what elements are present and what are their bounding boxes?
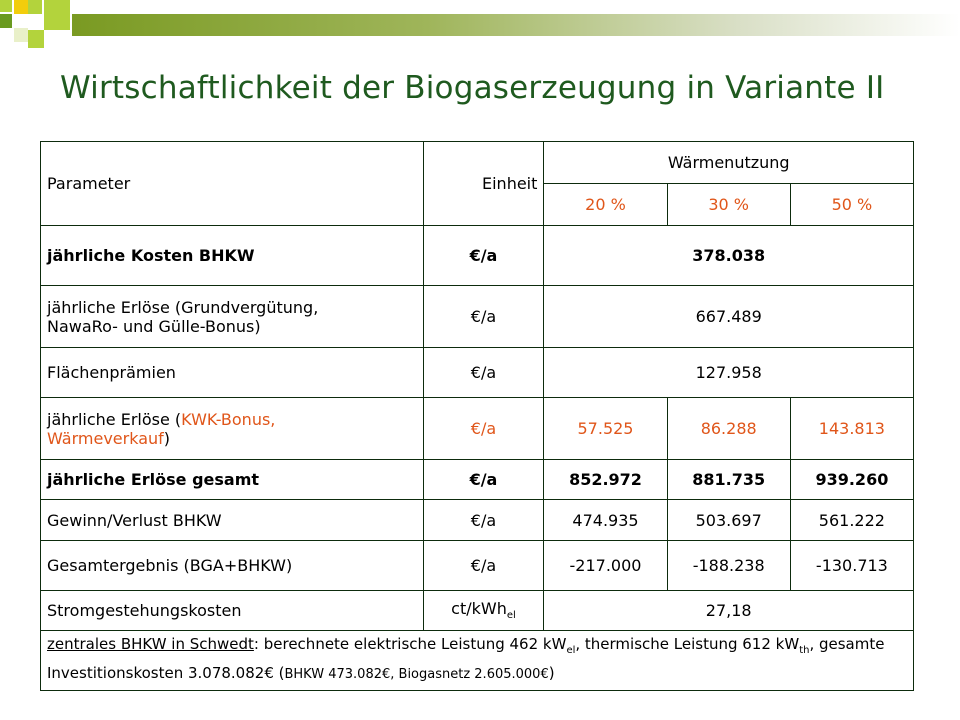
row-unit: €/a xyxy=(423,500,544,541)
header-gradient-bar xyxy=(72,14,960,36)
decor-square xyxy=(44,0,70,30)
row-value: 667.489 xyxy=(544,286,914,348)
row-value-20: -217.000 xyxy=(544,541,667,591)
decor-square xyxy=(28,0,42,14)
note-link: zentrales BHKW in Schwedt xyxy=(47,635,254,653)
row-value: 127.958 xyxy=(544,348,914,398)
row-value-20: 57.525 xyxy=(544,398,667,460)
table-row xyxy=(41,348,914,398)
row-label-suffix: ) xyxy=(163,428,171,448)
table-row xyxy=(41,226,914,286)
row-label: Flächenprämien xyxy=(41,348,424,398)
row-label-kwk: KWK-Bonus, xyxy=(181,409,276,429)
header-col-20: 20 % xyxy=(544,184,667,226)
table-row xyxy=(41,591,914,631)
row-unit: €/a xyxy=(423,398,544,460)
decor-square xyxy=(0,14,12,28)
header-col-50: 50 % xyxy=(790,184,913,226)
row-value-50: 143.813 xyxy=(790,398,913,460)
note-small: BHKW 473.082€, Biogasnetz 2.605.000€ xyxy=(284,667,549,682)
row-unit-sub: el xyxy=(506,610,516,622)
row-value: 378.038 xyxy=(544,226,914,286)
row-unit xyxy=(423,591,544,631)
note-sub-2: th xyxy=(799,645,810,656)
row-value-30: 86.288 xyxy=(667,398,790,460)
note-text-4: ) xyxy=(548,664,555,682)
note-text-3: , gesamte Investitionskosten 3.078.082€ ( xyxy=(47,635,885,682)
decor-square xyxy=(14,0,28,14)
table-row xyxy=(41,398,914,460)
decor-square xyxy=(14,28,28,42)
note-sub-1: el xyxy=(566,645,576,656)
decor-square xyxy=(28,30,44,48)
row-unit: €/a xyxy=(423,460,544,500)
row-value-50: -130.713 xyxy=(790,541,913,591)
row-label-line1: jährliche Erlöse (Grundvergütung, xyxy=(47,297,319,317)
table-note xyxy=(41,631,914,691)
row-label: Stromgestehungskosten xyxy=(41,591,424,631)
table-header-row xyxy=(41,142,914,184)
row-value: 27,18 xyxy=(544,591,914,631)
header-heat-usage: Wärmenutzung xyxy=(544,142,914,184)
row-label: jährliche Kosten BHKW xyxy=(41,226,424,286)
row-label-heat-sale: Wärmeverkauf xyxy=(47,428,164,448)
header-unit: Einheit xyxy=(423,142,544,226)
row-unit: €/a xyxy=(423,286,544,348)
row-label-line2: NawaRo- und Gülle-Bonus) xyxy=(47,316,261,336)
decor-square xyxy=(0,0,12,12)
slide-title: Wirtschaftlichkeit der Biogaserzeugung in Variante II xyxy=(60,70,885,106)
table-row xyxy=(41,460,914,500)
row-value-30: 881.735 xyxy=(667,460,790,500)
note-text-2: , thermische Leistung 612 kW xyxy=(575,635,800,653)
row-unit: €/a xyxy=(423,541,544,591)
table-row xyxy=(41,286,914,348)
table-row xyxy=(41,500,914,541)
row-value-50: 561.222 xyxy=(790,500,913,541)
row-value-20: 474.935 xyxy=(544,500,667,541)
row-value-30: -188.238 xyxy=(667,541,790,591)
row-label-prefix: jährliche Erlöse ( xyxy=(47,409,182,429)
economics-table xyxy=(40,141,914,691)
row-label xyxy=(41,398,424,460)
row-label: jährliche Erlöse gesamt xyxy=(41,460,424,500)
note-text-1: : berechnete elektrische Leistung 462 kW xyxy=(253,635,567,653)
row-label: Gewinn/Verlust BHKW xyxy=(41,500,424,541)
table-row xyxy=(41,541,914,591)
row-value-50: 939.260 xyxy=(790,460,913,500)
row-value-30: 503.697 xyxy=(667,500,790,541)
row-label xyxy=(41,286,424,348)
row-value-20: 852.972 xyxy=(544,460,667,500)
row-unit: €/a xyxy=(423,348,544,398)
row-unit: €/a xyxy=(423,226,544,286)
row-unit-main: ct/kWh xyxy=(451,599,507,619)
header-parameter: Parameter xyxy=(41,142,424,226)
header-col-30: 30 % xyxy=(667,184,790,226)
table-note-row xyxy=(41,631,914,691)
row-label: Gesamtergebnis (BGA+BHKW) xyxy=(41,541,424,591)
